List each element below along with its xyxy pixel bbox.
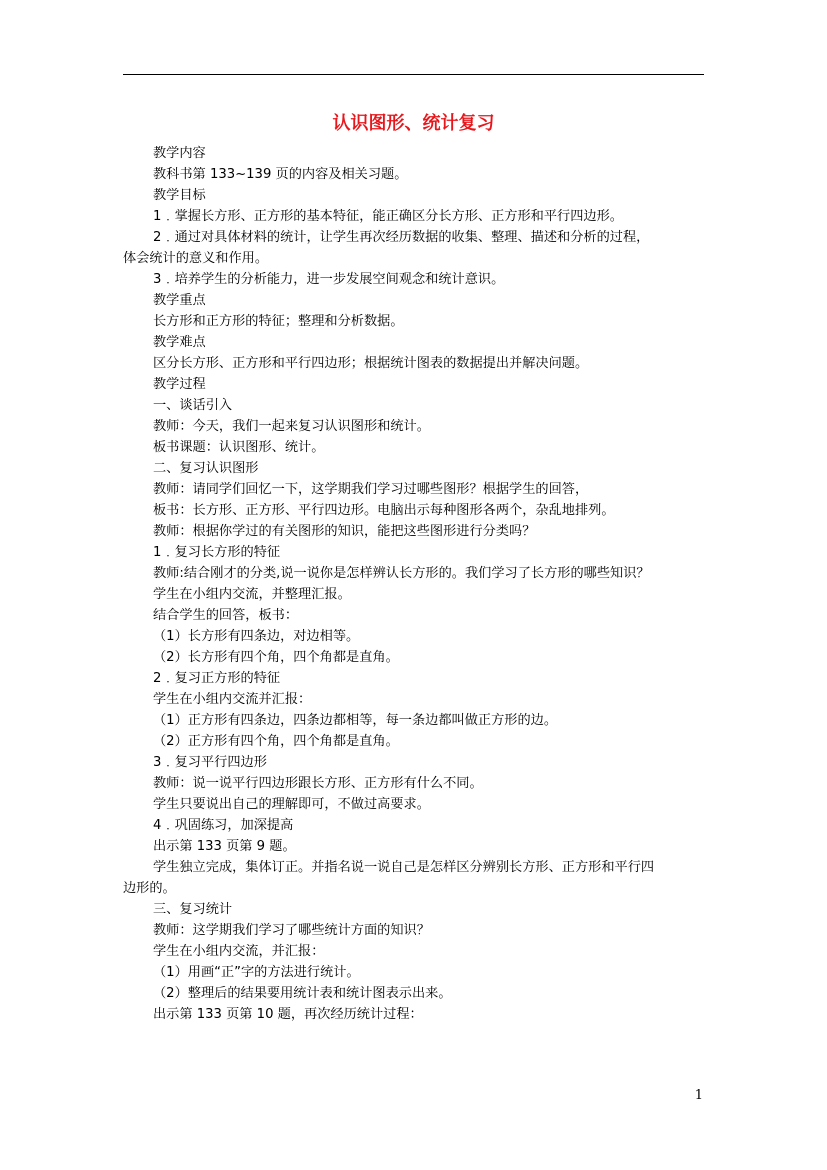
paragraph-line: 教师：请同学们回忆一下，这学期我们学习过哪些图形？根据学生的回答，: [153, 482, 589, 497]
paragraph-line: 教师:结合刚才的分类,说一说你是怎样辨认长方形的。我们学习了长方形的哪些知识？: [153, 566, 650, 581]
paragraph-line: （1）用画“正”字的方法进行统计。: [153, 965, 360, 980]
paragraph-line: 学生独立完成，集体订正。并指名说一说自己是怎样区分辨别长方形、正方形和平行四: [153, 860, 655, 875]
paragraph-line: （2）长方形有四个角，四个角都是直角。: [153, 650, 399, 665]
paragraph-line: 1﹒掌握长方形、正方形的基本特征，能正确区分长方形、正方形和平行四边形。: [153, 209, 623, 224]
paragraph-line: 教学过程: [153, 377, 206, 392]
paragraph-line: 出示第 133 页第 10 题，再次经历统计过程：: [153, 1007, 423, 1022]
paragraph-line: （2）整理后的结果要用统计表和统计图表示出来。: [153, 986, 452, 1001]
document-body: [123, 143, 704, 1025]
paragraph-line: 边形的。: [123, 881, 176, 896]
paragraph-line: （1）长方形有四条边，对边相等。: [153, 629, 360, 644]
paragraph-line: 结合学生的回答，板书：: [153, 608, 299, 623]
paragraph-line: （2）正方形有四个角，四个角都是直角。: [153, 734, 399, 749]
paragraph-line: 学生在小组内交流，并汇报：: [153, 944, 325, 959]
paragraph-line: 教学重点: [153, 293, 206, 308]
paragraph-line: 3﹒复习平行四边形: [153, 755, 267, 770]
paragraph-line: 2﹒复习正方形的特征: [153, 671, 281, 686]
paragraph-line: 2﹒通过对具体材料的统计，让学生再次经历数据的收集、整理、描述和分析的过程，: [153, 230, 650, 245]
paragraph-line: 教师：说一说平行四边形跟长方形、正方形有什么不同。: [153, 776, 483, 791]
paragraph-line: 学生在小组内交流并汇报：: [153, 692, 312, 707]
paragraph-line: 一、谈话引入: [153, 398, 233, 413]
paragraph-line: 3﹒培养学生的分析能力，进一步发展空间观念和统计意识。: [153, 272, 505, 287]
paragraph-line: 教师：今天，我们一起来复习认识图形和统计。: [153, 419, 430, 434]
paragraph-line: 体会统计的意义和作用。: [123, 251, 269, 266]
paragraph-line: 4﹒巩固练习，加深提高: [153, 818, 294, 833]
paragraph-line: 教师：根据你学过的有关图形的知识，能把这些图形进行分类吗？: [153, 524, 536, 539]
paragraph-line: 教学难点: [153, 335, 206, 350]
page-number: 1: [694, 1088, 703, 1103]
paragraph-line: 教师：这学期我们学习了哪些统计方面的知识？: [153, 923, 430, 938]
paragraph-line: 教学目标: [153, 188, 206, 203]
paragraph-line: 学生只要说出自己的理解即可，不做过高要求。: [153, 797, 430, 812]
header-rule: [123, 74, 704, 75]
paragraph-line: 学生在小组内交流，并整理汇报。: [153, 587, 351, 602]
paragraph-line: 出示第 133 页第 9 题。: [153, 839, 296, 854]
paragraph-line: 教学内容: [153, 146, 206, 161]
document-title: 认识图形、统计复习: [332, 113, 495, 134]
paragraph-line: 教科书第 133~139 页的内容及相关习题。: [153, 167, 408, 182]
paragraph-line: 板书课题：认识图形、统计。: [153, 440, 325, 455]
paragraph-line: （1）正方形有四条边，四条边都相等，每一条边都叫做正方形的边。: [153, 713, 558, 728]
paragraph-line: 板书：长方形、正方形、平行四边形。电脑出示每种图形各两个，杂乱地排列。: [153, 503, 615, 518]
paragraph-line: 区分长方形、正方形和平行四边形；根据统计图表的数据提出并解决问题。: [153, 356, 589, 371]
paragraph-line: 1﹒复习长方形的特征: [153, 545, 281, 560]
paragraph-line: 长方形和正方形的特征；整理和分析数据。: [153, 314, 404, 329]
paragraph-line: 三、复习统计: [153, 902, 233, 917]
paragraph-line: 二、复习认识图形: [153, 461, 259, 476]
